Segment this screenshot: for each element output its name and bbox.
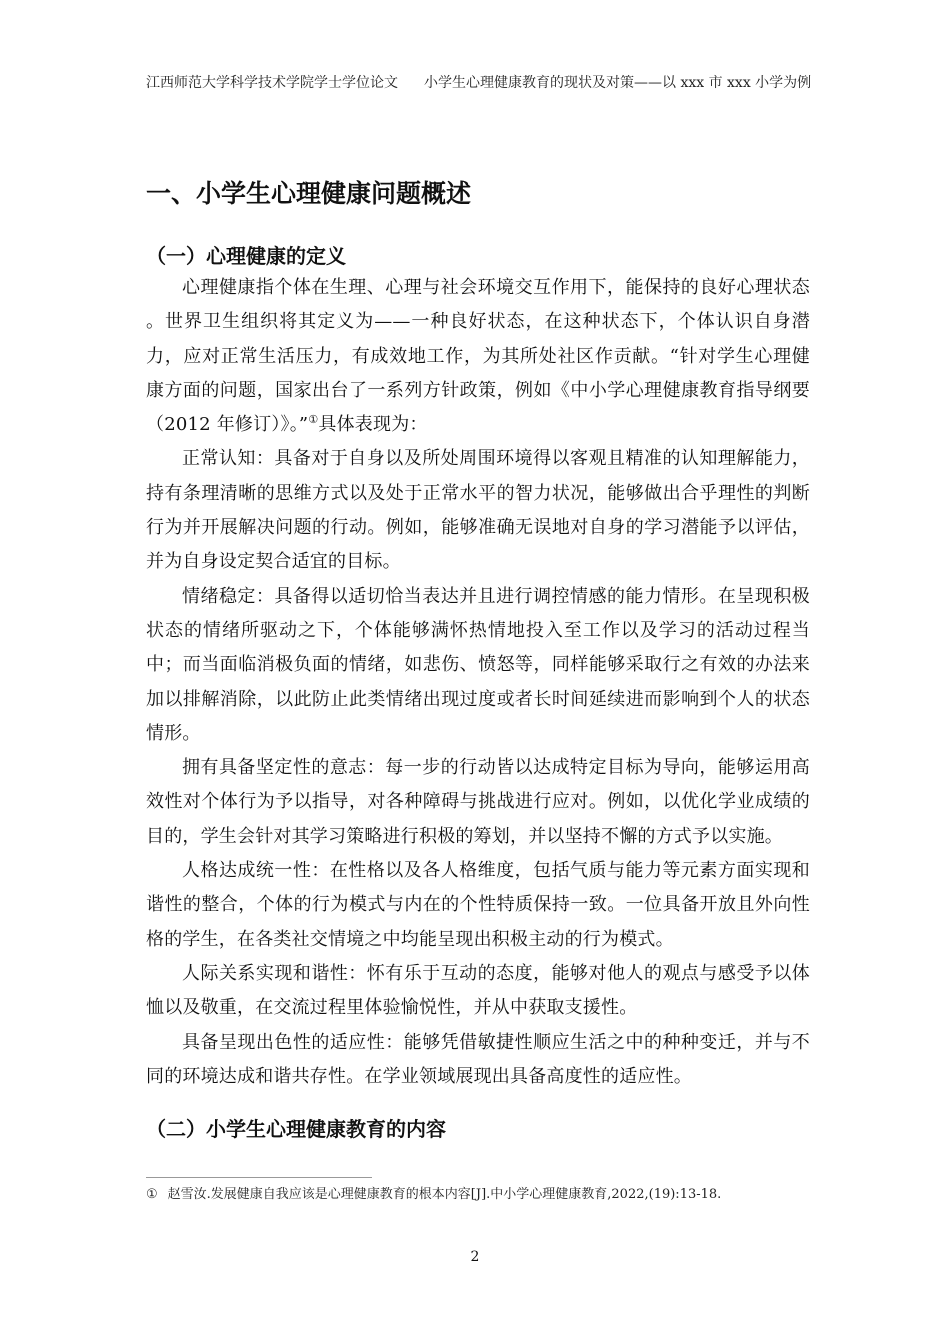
footnote-text: 赵雪汝.发展健康自我应该是心理健康教育的根本内容[J].中小学心理健康教育,2022,(19):13-18. [167, 1187, 722, 1202]
paragraph-definition-tail: 具体表现为： [318, 414, 428, 436]
page-header [146, 73, 812, 93]
header-thesis-label: 江西师范大学科学技术学院学士学位论文 [146, 75, 398, 91]
footnote-divider [146, 1177, 372, 1178]
paragraph-normal-cognition: 正常认知：具备对于自身以及所处周围环境得以客观且精准的认知理解能力，持有条理清晰的思维方式以及处于正常水平的智力状况，能够做出合乎理性的判断行为并开展解决问题的行动。例如，能够准确无误地对自身的学习潜能予以评估，并为自身设定契合适宜的目标。 [146, 448, 810, 573]
paragraph-adaptability: 具备呈现出色性的适应性：能够凭借敏捷性顺应生活之中的种种变迁，并与不同的环境达成和谐共存性。在学业领域展现出具备高度性的适应性。 [146, 1031, 810, 1087]
paragraph-definition [146, 271, 810, 442]
subsection-heading-2: （二）小学生心理健康教育的内容 [146, 1117, 446, 1141]
subsection-heading-1: （一）心理健康的定义 [146, 244, 346, 268]
paragraph-harmonious-relations: 人际关系实现和谐性：怀有乐于互动的态度，能够对他人的观点与感受予以体恤以及敬重，在交流过程里体验愉悦性，并从中获取支援性。 [146, 962, 810, 1019]
header-thesis-title: 小学生心理健康教育的现状及对策——以 xxx 市 xxx 小学为例 [424, 75, 812, 91]
footnote-mark: ① [146, 1187, 158, 1202]
body-text [146, 271, 810, 1094]
footnote-reference[interactable]: ① [308, 413, 319, 427]
footnote [146, 1186, 721, 1204]
paragraph-definition-text: 心理健康指个体在生理、心理与社会环境交互作用下，能保持的良好心理状态 。世界卫生组织将其定义为——一种良好状态，在这种状态下，个体认识自身潜力，应对正常生活压力，有成效地工作，为其所处社区作贡献。“针对学生心理健康方面的问题，国家出台了一系列方针政策，例如《中小学心理健康教育指导纲要（2012 年修订）》。” [146, 277, 810, 436]
page-number: 2 [470, 1249, 480, 1265]
paragraph-firm-will: 拥有具备坚定性的意志：每一步的行动皆以达成特定目标为导向，能够运用高效性对个体行为予以指导，对各种障碍与挑战进行应对。例如，以优化学业成绩的目的，学生会针对其学习策略进行积极的筹划，并以坚持不懈的方式予以实施。 [146, 757, 810, 847]
paragraph-unified-personality: 人格达成统一性：在性格以及各人格维度，包括气质与能力等元素方面实现和谐性的整合，个体的行为模式与内在的个性特质保持一致。一位具备开放且外向性格的学生，在各类社交情境之中均能呈现出积极主动的行为模式。 [146, 860, 810, 950]
paragraph-emotional-stability: 情绪稳定：具备得以适切恰当表达并且进行调控情感的能力情形。在呈现积极状态的情绪所驱动之下，个体能够满怀热情地投入至工作以及学习的活动过程当中；而当面临消极负面的情绪，如悲伤、愤怒等，同样能够采取行之有效的办法来加以排解消除，以此防止此类情绪出现过度或者长时间延续进而影响到个人的状态情形。 [146, 585, 810, 744]
section-heading-1: 一、小学生心理健康问题概述 [146, 179, 472, 208]
